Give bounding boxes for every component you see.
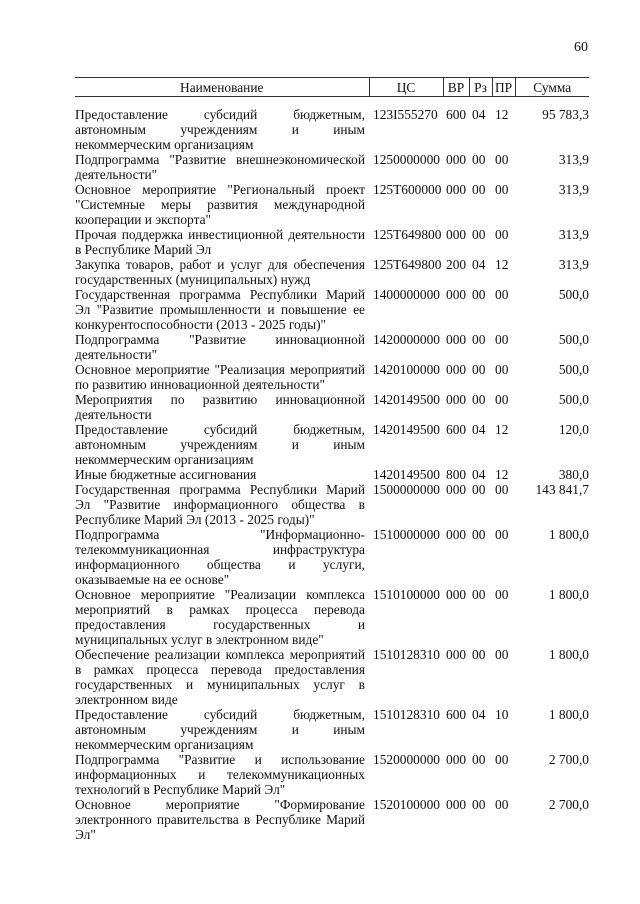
row-pr-cell: 10 — [495, 707, 509, 722]
row-sum-cell: 120,0 — [558, 422, 589, 437]
row-sum-cell: 1 800,0 — [548, 707, 589, 722]
row-vr-cell: 600 — [446, 107, 467, 122]
column-header-sum: Сумма — [515, 78, 589, 97]
row-vr-cell: 000 — [446, 182, 467, 197]
row-sum-cell: 313,9 — [558, 182, 589, 197]
budget-table — [75, 77, 589, 842]
row-rz-cell: 04 — [472, 107, 486, 122]
row-sum-cell: 500,0 — [558, 287, 589, 302]
row-pr-cell: 12 — [495, 107, 509, 122]
table-row — [75, 257, 589, 287]
row-cs-cell: 1510000000 — [373, 527, 440, 542]
row-pr-cell: 12 — [495, 257, 509, 272]
row-name-cell: Подпрограмма "Информационно-телекоммуникационная инфраструктура информационного общества и услуги, оказываемые на ее основе" — [75, 527, 365, 587]
row-cs-cell: 123I555270 — [373, 107, 438, 122]
row-sum-cell: 500,0 — [558, 332, 589, 347]
row-name-cell: Основное мероприятие "Формирование электронного правительства в Республике Марий Эл" — [75, 797, 365, 842]
row-name-cell: Предоставление субсидий бюджетным, автономным учреждениям и иным некоммерческим организациям — [75, 107, 365, 152]
table-row — [75, 752, 589, 797]
row-rz-cell: 04 — [472, 257, 486, 272]
table-row — [75, 422, 589, 467]
table-row — [75, 647, 589, 707]
row-rz-cell: 00 — [472, 647, 486, 662]
row-rz-cell: 00 — [472, 482, 486, 497]
row-pr-cell: 00 — [495, 152, 509, 167]
row-name-cell: Основное мероприятие "Реализация мероприятий по развитию инновационной деятельности" — [75, 362, 365, 392]
row-cs-cell: 1500000000 — [373, 482, 440, 497]
row-cs-cell: 1420149500 — [373, 422, 440, 437]
row-rz-cell: 04 — [472, 707, 486, 722]
row-vr-cell: 000 — [446, 152, 467, 167]
page-number: 60 — [574, 40, 588, 55]
row-cs-cell: 1250000000 — [373, 152, 440, 167]
row-pr-cell: 00 — [495, 287, 509, 302]
row-cs-cell: 1510128310 — [373, 647, 440, 662]
table-body — [75, 97, 589, 843]
row-sum-cell: 313,9 — [558, 257, 589, 272]
row-sum-cell: 500,0 — [558, 392, 589, 407]
row-vr-cell: 000 — [446, 287, 467, 302]
row-vr-cell: 800 — [446, 467, 467, 482]
row-sum-cell: 500,0 — [558, 362, 589, 377]
row-sum-cell: 1 800,0 — [548, 527, 589, 542]
row-sum-cell: 1 800,0 — [548, 587, 589, 602]
table-row — [75, 332, 589, 362]
row-pr-cell: 00 — [495, 482, 509, 497]
row-name-cell: Основное мероприятие "Реализации комплекса мероприятий в рамках процесса перевода предоставления государственных и муниципальных услуг в электронном виде" — [75, 587, 365, 647]
row-vr-cell: 000 — [446, 392, 467, 407]
row-pr-cell: 00 — [495, 392, 509, 407]
row-name-cell: Иные бюджетные ассигнования — [75, 467, 257, 482]
table-row — [75, 467, 589, 482]
column-header-rz: Рз — [469, 78, 492, 97]
row-name-cell: Основное мероприятие "Региональный проект "Системные меры развития международной кооперации и экспорта" — [75, 182, 365, 227]
row-rz-cell: 00 — [472, 752, 486, 767]
row-cs-cell: 1520100000 — [373, 797, 440, 812]
column-header-pr: ПР — [492, 78, 515, 97]
row-rz-cell: 00 — [472, 527, 486, 542]
table-row — [75, 707, 589, 752]
table-header-row — [75, 78, 589, 97]
table-row — [75, 182, 589, 227]
row-vr-cell: 000 — [446, 797, 467, 812]
row-sum-cell: 2 700,0 — [548, 797, 589, 812]
row-sum-cell: 313,9 — [558, 152, 589, 167]
row-vr-cell: 000 — [446, 527, 467, 542]
row-rz-cell: 00 — [472, 392, 486, 407]
row-vr-cell: 000 — [446, 482, 467, 497]
row-name-cell: Предоставление субсидий бюджетным, автономным учреждениям и иным некоммерческим организациям — [75, 422, 365, 467]
row-pr-cell: 12 — [495, 422, 509, 437]
row-cs-cell: 1420149500 — [373, 392, 440, 407]
row-pr-cell: 00 — [495, 362, 509, 377]
row-cs-cell: 1510100000 — [373, 587, 440, 602]
row-rz-cell: 00 — [472, 182, 486, 197]
row-cs-cell: 1420000000 — [373, 332, 440, 347]
table-row — [75, 287, 589, 332]
row-vr-cell: 000 — [446, 752, 467, 767]
row-rz-cell: 00 — [472, 362, 486, 377]
row-rz-cell: 00 — [472, 587, 486, 602]
row-name-cell: Предоставление субсидий бюджетным, автономным учреждениям и иным некоммерческим организациям — [75, 707, 365, 752]
row-vr-cell: 000 — [446, 587, 467, 602]
row-vr-cell: 600 — [446, 707, 467, 722]
row-cs-cell: 1520000000 — [373, 752, 440, 767]
row-rz-cell: 00 — [472, 797, 486, 812]
row-cs-cell: 125T649800 — [373, 257, 442, 272]
row-cs-cell: 1420100000 — [373, 362, 440, 377]
column-header-vr: ВР — [443, 78, 469, 97]
table-row — [75, 362, 589, 392]
row-name-cell: Подпрограмма "Развитие инновационной деятельности" — [75, 332, 365, 362]
table-row — [75, 587, 589, 647]
row-pr-cell: 00 — [495, 227, 509, 242]
row-rz-cell: 00 — [472, 287, 486, 302]
row-name-cell: Государственная программа Республики Марий Эл "Развитие промышленности и повышение ее конкурентоспособности (2013 - 2025 годы)" — [75, 287, 365, 332]
column-header-name: Наименование — [75, 78, 369, 97]
row-vr-cell: 600 — [446, 422, 467, 437]
row-cs-cell: 1420149500 — [373, 467, 440, 482]
row-pr-cell: 00 — [495, 647, 509, 662]
row-sum-cell: 2 700,0 — [548, 752, 589, 767]
row-pr-cell: 00 — [495, 182, 509, 197]
row-rz-cell: 04 — [472, 422, 486, 437]
row-sum-cell: 380,0 — [558, 467, 589, 482]
row-vr-cell: 000 — [446, 362, 467, 377]
table-row — [75, 527, 589, 587]
table-row — [75, 227, 589, 257]
row-rz-cell: 00 — [472, 227, 486, 242]
row-cs-cell: 1400000000 — [373, 287, 440, 302]
row-pr-cell: 00 — [495, 752, 509, 767]
row-rz-cell: 00 — [472, 152, 486, 167]
row-pr-cell: 12 — [495, 467, 509, 482]
row-name-cell: Мероприятия по развитию инновационной деятельности — [75, 392, 365, 422]
table-row — [75, 482, 589, 527]
row-pr-cell: 00 — [495, 527, 509, 542]
row-sum-cell: 1 800,0 — [548, 647, 589, 662]
row-cs-cell: 125T649800 — [373, 227, 442, 242]
table-row — [75, 392, 589, 422]
row-sum-cell: 143 841,7 — [535, 482, 589, 497]
row-name-cell: Обеспечение реализации комплекса мероприятий в рамках процесса перевода предоставления государственных и муниципальных услуг в электронном виде — [75, 647, 365, 707]
row-pr-cell: 00 — [495, 332, 509, 347]
row-name-cell: Подпрограмма "Развитие внешнеэкономической деятельности" — [75, 152, 365, 182]
row-sum-cell: 95 783,3 — [542, 107, 589, 122]
row-vr-cell: 000 — [446, 647, 467, 662]
table-row — [75, 797, 589, 842]
row-sum-cell: 313,9 — [558, 227, 589, 242]
row-name-cell: Прочая поддержка инвестиционной деятельности в Республике Марий Эл — [75, 227, 365, 257]
row-pr-cell: 00 — [495, 587, 509, 602]
row-name-cell: Государственная программа Республики Марий Эл "Развитие информационного общества в Республике Марий Эл (2013 - 2025 годы)" — [75, 482, 365, 527]
row-vr-cell: 000 — [446, 332, 467, 347]
row-cs-cell: 1510128310 — [373, 707, 440, 722]
column-header-cs: ЦС — [369, 78, 443, 97]
row-name-cell: Закупка товаров, работ и услуг для обеспечения государственных (муниципальных) нужд — [75, 257, 365, 287]
row-rz-cell: 00 — [472, 332, 486, 347]
row-rz-cell: 04 — [472, 467, 486, 482]
table-row — [75, 97, 589, 153]
table-row — [75, 152, 589, 182]
row-name-cell: Подпрограмма "Развитие и использование информационных и телекоммуникационных технологий в Республике Марий Эл" — [75, 752, 365, 797]
row-vr-cell: 200 — [446, 257, 467, 272]
row-vr-cell: 000 — [446, 227, 467, 242]
row-pr-cell: 00 — [495, 797, 509, 812]
row-cs-cell: 125T600000 — [373, 182, 442, 197]
